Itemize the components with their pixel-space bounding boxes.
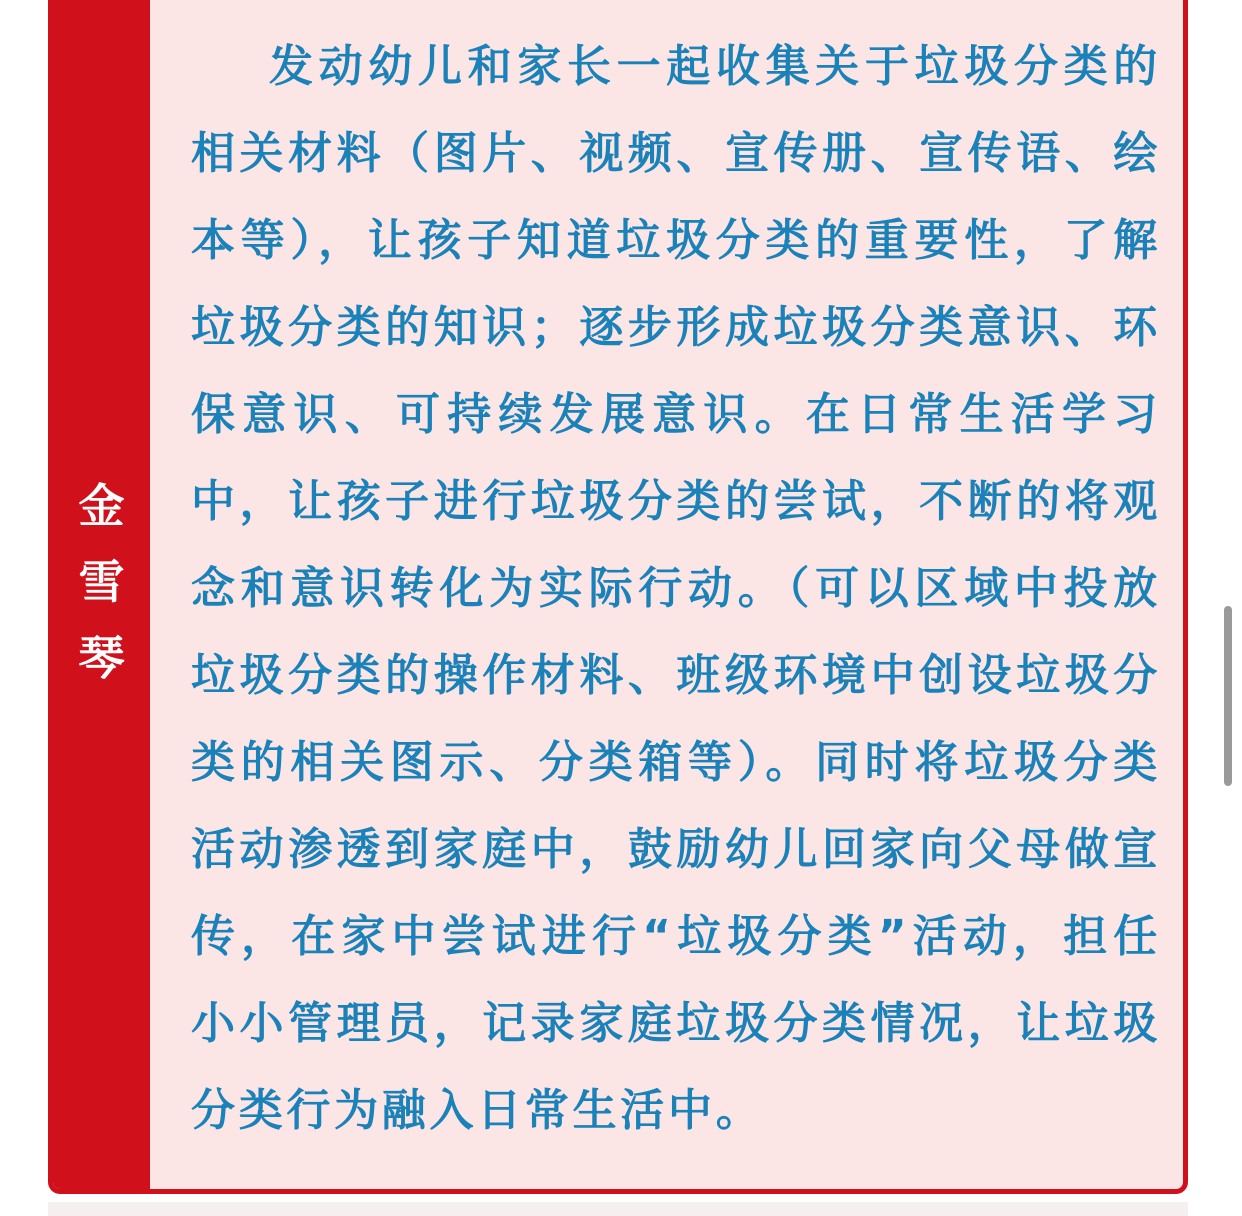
article-card (48, 0, 1188, 1194)
author-sidebar (53, 0, 150, 1189)
body-paragraph: 发动幼儿和家长一起收集关于垃圾分类的相关材料（图片、视频、宣传册、宣传语、绘本等），让孩子知道垃圾分类的重要性，了解垃圾分类的知识；逐步形成垃圾分类意识、环保意识、可持续发展意识。在日常生活学习中，让孩子进行垃圾分类的尝试，不断的将观念和意识转化为实际行动。（可以区域中投放垃圾分类的操作材料、班级环境中创设垃圾分类的相关图示、分类箱等）。同时将垃圾分类活动渗透到家庭中，鼓励幼儿回家向父母做宣传，在家中尝试进行“垃圾分类”活动，担任小小管理员，记录家庭垃圾分类情况，让垃圾分类行为融入日常生活中。 (191, 41, 1161, 1136)
author-char: 琴 (78, 631, 125, 685)
author-char: 雪 (78, 555, 125, 609)
author-name (53, 468, 150, 696)
author-char: 金 (78, 479, 125, 533)
scrollbar-thumb[interactable] (1224, 606, 1232, 786)
next-section-strip (48, 1202, 1188, 1216)
